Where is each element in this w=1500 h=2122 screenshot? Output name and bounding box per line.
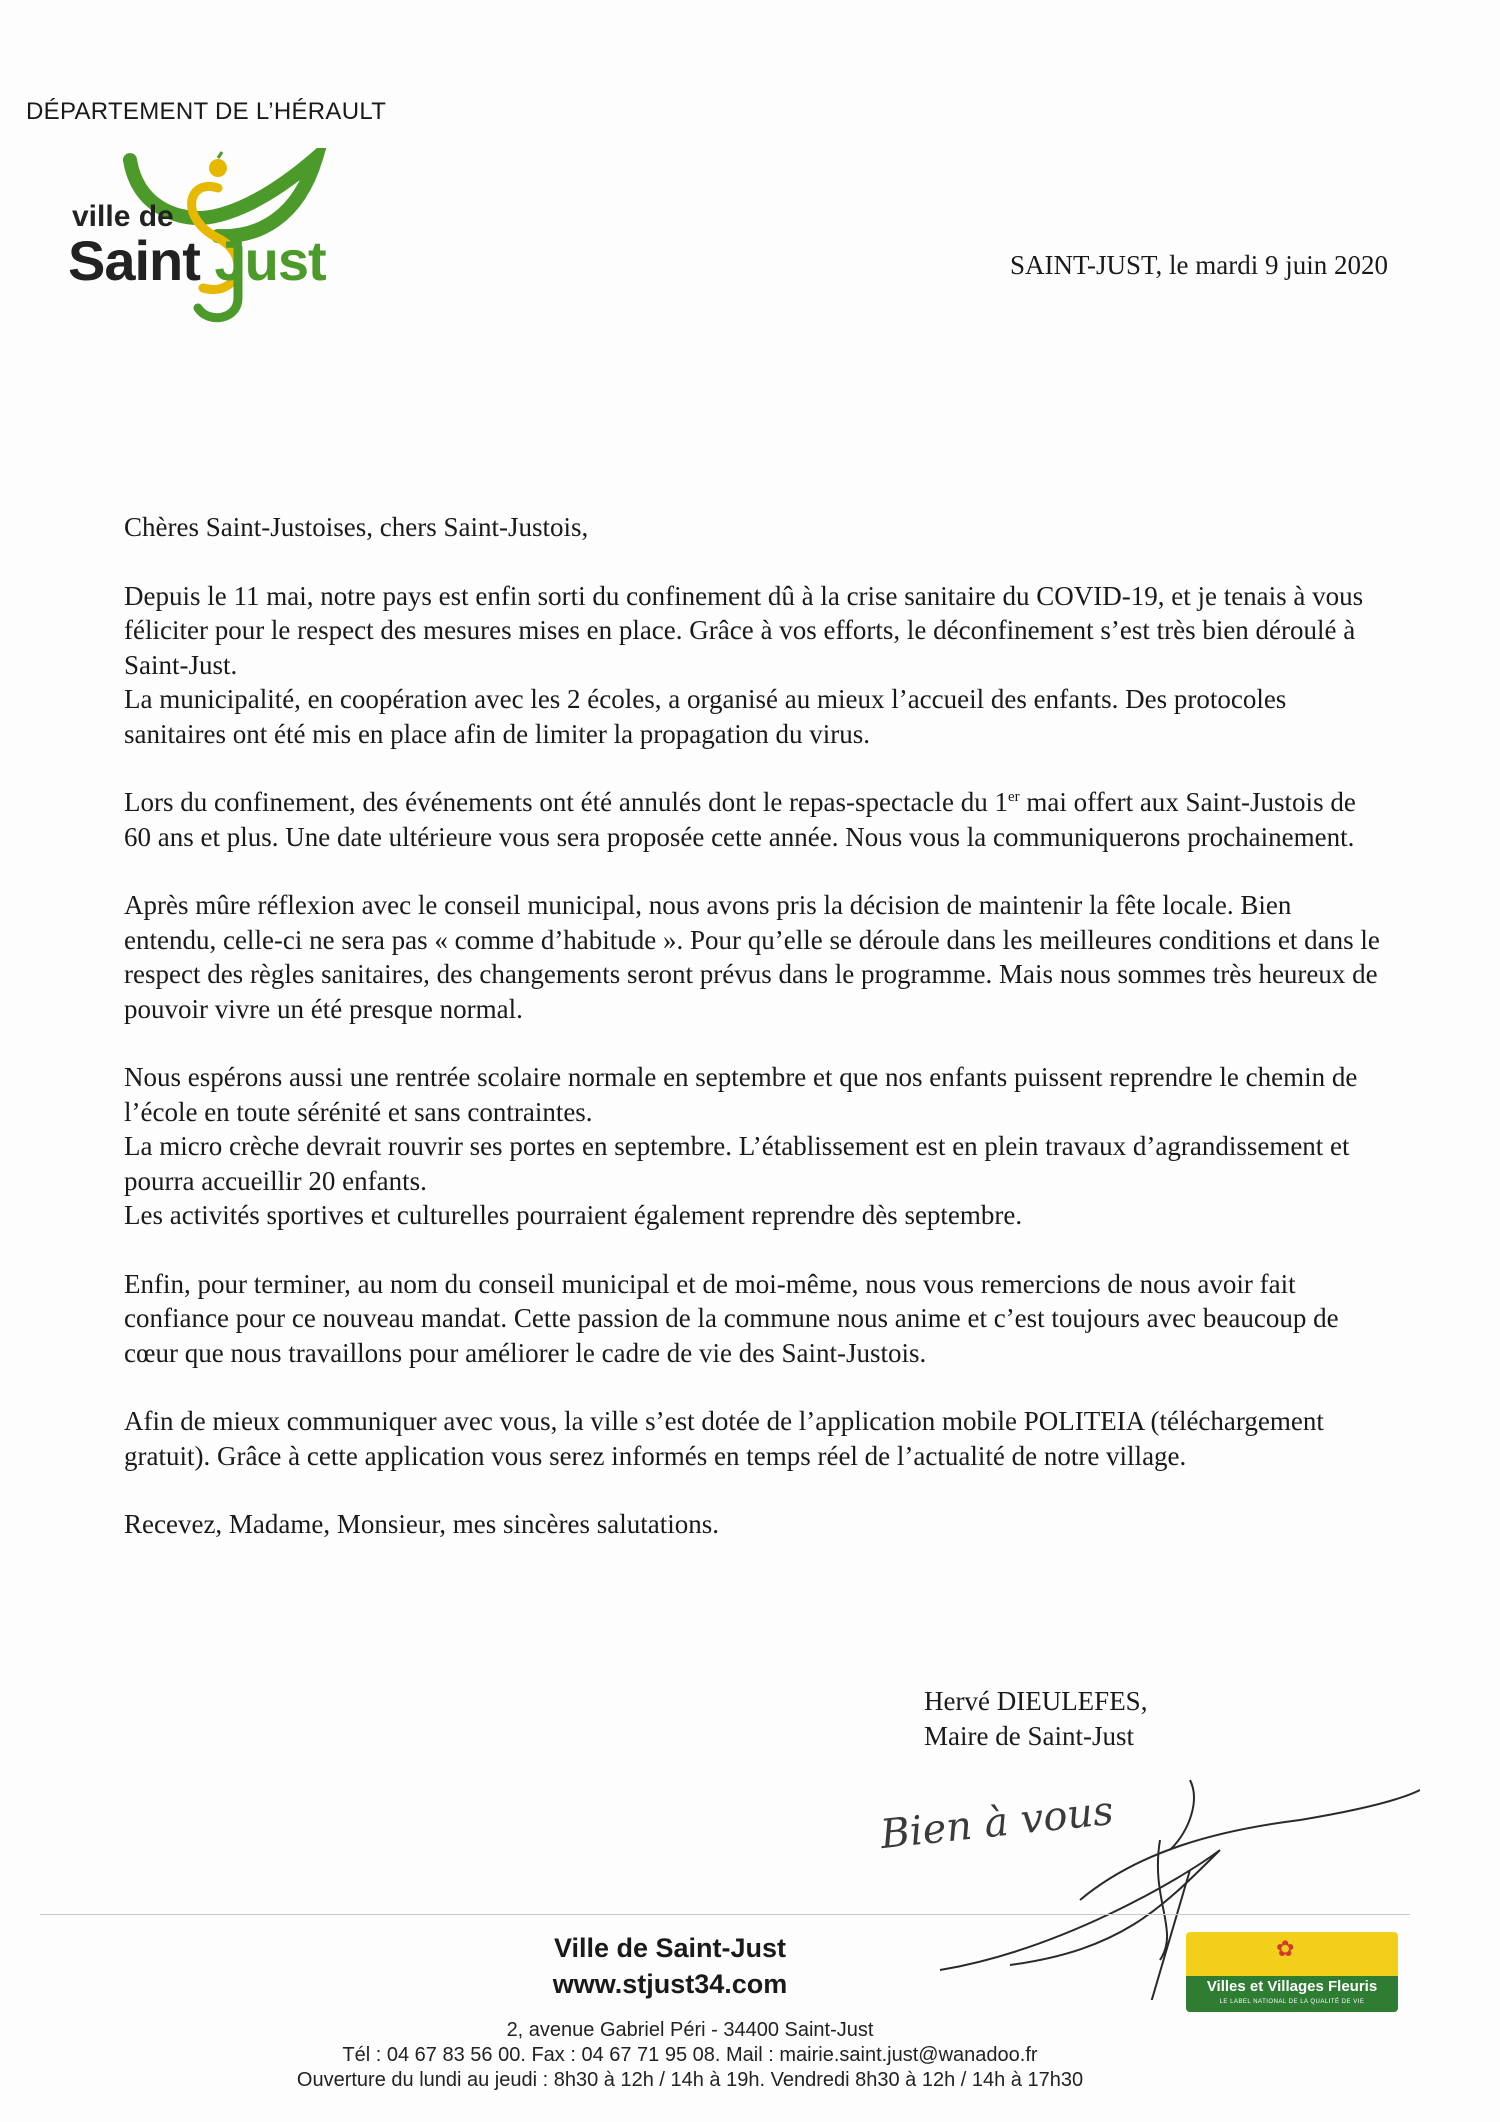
- logo-town-name: [68, 228, 326, 293]
- footer-org: [520, 1930, 820, 2002]
- paragraph-9: Afin de mieux communiquer avec vous, la ville s’est dotée de l’application mobile POLITEIA (téléchargement gratuit). Grâce à cette application vous serez informés en temps réel de l’actualité de notre village.: [124, 1406, 1324, 1471]
- greeting: Chères Saint-Justoises, chers Saint-Justois,: [124, 512, 589, 542]
- letter-body: [124, 510, 1384, 1542]
- handwritten-note: Bien à vous: [878, 1787, 1116, 1859]
- footer-phone-mail: Tél : 04 67 83 56 00. Fax : 04 67 71 95 08. Mail : mairie.saint.just@wanadoo.fr: [342, 2044, 1038, 2066]
- paragraph-2: La municipalité, en coopération avec les 2 écoles, a organisé au mieux l’accueil des enfants. Des protocoles sanitaires ont été mis en place afin de limiter la propagation du virus.: [124, 684, 1287, 749]
- logo-small-text: ville de: [72, 200, 174, 233]
- paragraph-1: Depuis le 11 mai, notre pays est enfin sorti du confinement dû à la crise sanitaire du COVID-19, et je tenais à vous féliciter pour le respect des mesures mises en place. Grâce à vos efforts, le déconfinement s’est très bien déroulé à Saint-Just.: [124, 580, 1364, 680]
- villes-fleuris-badge: [1186, 1932, 1398, 2012]
- logo-name-part-1: Sain: [68, 229, 183, 292]
- paragraph-4: Après mûre réflexion avec le conseil municipal, nous avons pris la décision de maintenir la fête locale. Bien entendu, celle-ci ne sera pas « comme d’habitude ». Pour qu’elle se déroule dans les meilleures conditions et dans le respect des règles sanitaires, des changements seront prévus dans le programme. Mais nous sommes très heureux de pouvoir vivre un été presque normal.: [124, 890, 1380, 1024]
- paragraph-8: Enfin, pour terminer, au nom du conseil municipal et de moi-même, nous vous remercions de nous avoir fait confiance pour ce nouveau mandat. Cette passion de la commune nous anime et c’est toujours avec beaucoup de cœur que nous travaillons pour améliorer le cadre de vie des Saint-Justois.: [124, 1268, 1339, 1368]
- logo-name-part-2: t: [182, 229, 200, 292]
- department-header: DÉPARTEMENT DE L’HÉRAULT: [26, 98, 387, 125]
- letter-date: SAINT-JUST, le mardi 9 juin 2020: [1010, 250, 1388, 280]
- footer-contact: [250, 2018, 1130, 2093]
- footer-website[interactable]: www.stjust34.com: [552, 1969, 788, 1999]
- footer-org-name: Ville de Saint-Just: [553, 1933, 787, 1963]
- signatory: [924, 1684, 1147, 1754]
- paragraph-5: Nous espérons aussi une rentrée scolaire normale en septembre et que nos enfants puissent reprendre le chemin de l’école en toute sérénité et sans contraintes.: [124, 1062, 1358, 1127]
- footer-hours: Ouverture du lundi au jeudi : 8h30 à 12h / 14h à 19h. Vendredi 8h30 à 12h / 14h à 17h30: [296, 2069, 1084, 2091]
- paragraph-3: [124, 785, 1384, 854]
- closing: Recevez, Madame, Monsieur, mes sincères salutations.: [124, 1509, 719, 1539]
- logo-name-part-3: Just: [214, 229, 326, 292]
- ordinal-superscript: er: [1007, 789, 1020, 805]
- town-logo: [68, 148, 328, 328]
- footer-address: 2, avenue Gabriel Péri - 34400 Saint-Just: [506, 2019, 874, 2041]
- badge-label: [1186, 1976, 1398, 2012]
- signatory-name: Hervé DIEULEFES,: [924, 1686, 1148, 1716]
- paragraph-7: Les activités sportives et culturelles pourraient également reprendre dès septembre.: [124, 1200, 1023, 1230]
- signatory-title: Maire de Saint-Just: [924, 1721, 1134, 1751]
- paragraph-3-part-b: mai offert aux Saint-Justois de 60 ans et plus. Une date ultérieure vous sera proposée cette année. Nous vous la communiquerons prochainement.: [124, 787, 1356, 852]
- paragraph-6: La micro crèche devrait rouvrir ses portes en septembre. L’établissement est en plein travaux d’agrandissement et pourra accueillir 20 enfants.: [124, 1131, 1350, 1196]
- footer-divider: [40, 1914, 1410, 1915]
- badge-subtitle: LE LABEL NATIONAL DE LA QUALITÉ DE VIE: [1219, 1999, 1365, 2005]
- badge-name: Villes et Villages Fleuris: [1206, 1978, 1378, 1995]
- flower-icon: ✿: [1276, 1936, 1295, 1961]
- paragraph-3-part-a: Lors du confinement, des événements ont été annulés dont le repas-spectacle du 1: [124, 787, 1008, 817]
